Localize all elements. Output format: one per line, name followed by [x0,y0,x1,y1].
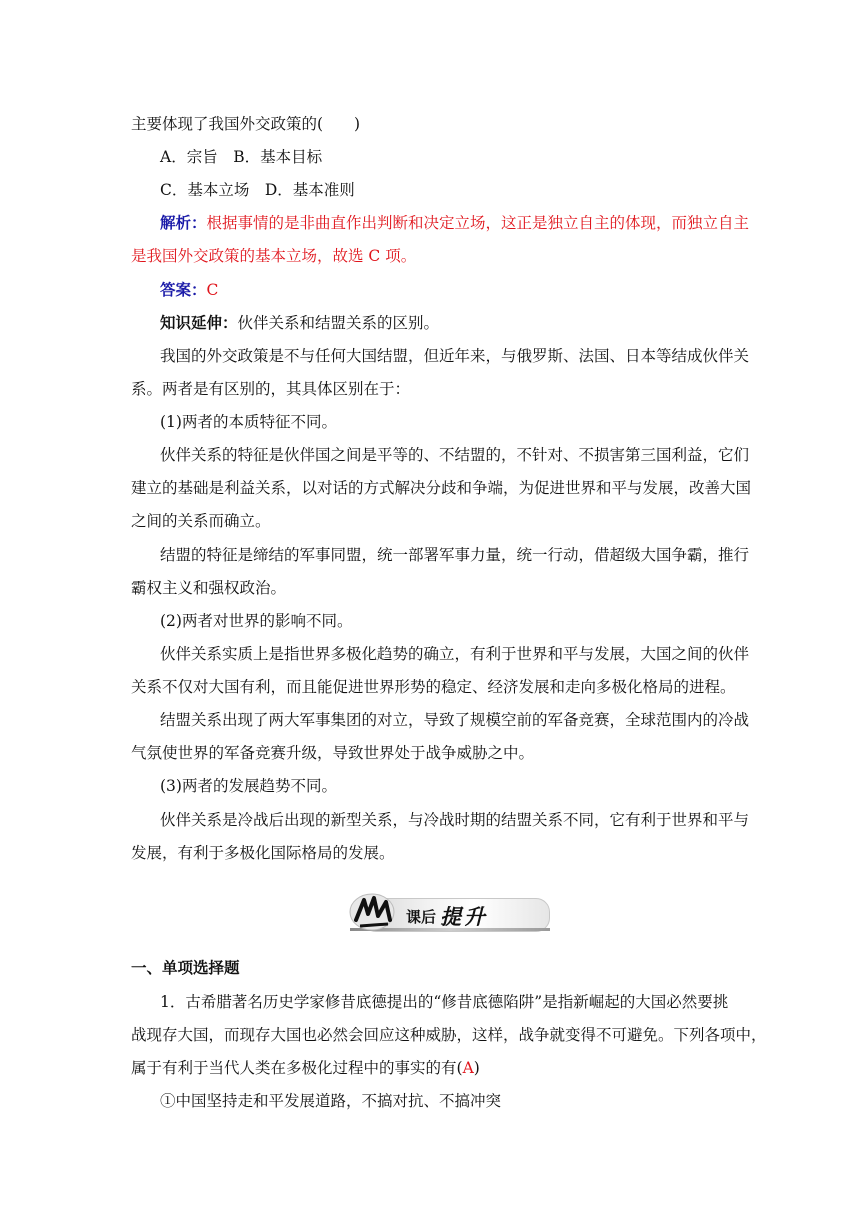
question-1-line: 战现存大国，而现存大国也必然会回应这种威胁，这样，战争就变得不可避免。下列各项中， [131,1026,767,1044]
question-1-option-1: ①中国坚持走和平发展道路，不搞对抗、不搞冲突 [160,1092,502,1110]
answer-label: 答案： [160,280,207,299]
question-stem-tail: 主要体现了我国外交政策的( ) [131,115,361,133]
paragraph-line: 伙伴关系的特征是伙伴国之间是平等的、不结盟的，不针对、不损害第三国利益，它们 [160,446,750,464]
analysis-text: 根据事情的是非曲直作出判断和决定立场，这正是独立自主的体现，而独立自主 [206,214,750,232]
question-1-suffix: ) [473,1059,480,1077]
options-a-b: A．宗旨 B．基本目标 [160,148,323,166]
paragraph-line: 关系不仅对大国有利，而且能促进世界形势的稳定、经济发展和走向多极化格局的进程。 [131,678,736,696]
options-c-d: C．基本立场 D．基本准则 [160,181,355,199]
paragraph-line: 结盟关系出现了两大军事集团的对立，导致了规模空前的军备竞赛，全球范围内的冷战 [160,711,750,729]
paragraph-line: 结盟的特征是缔结的军事同盟，统一部署军事力量，统一行动，借超级大国争霸，推行 [160,546,750,564]
banner-small-text: 课后 [406,908,437,926]
subheading-2: (2)两者对世界的影响不同。 [160,612,353,630]
banner-large-text: 提升 [440,904,488,929]
answer-value: C [206,281,219,299]
question-1-line: 1．古希腊著名历史学家修昔底德提出的“修昔底德陷阱”是指新崛起的大国必然要挑 [160,993,729,1011]
knowledge-extension [160,313,760,333]
knowledge-extension-text: 伙伴关系和结盟关系的区别。 [237,314,440,332]
paragraph-line: 伙伴关系实质上是指世界多极化趋势的确立，有利于世界和平与发展，大国之间的伙伴 [160,645,750,663]
analysis-text-cont: 是我国外交政策的基本立场，故选 C 项。 [131,247,417,265]
subheading-1: (1)两者的本质特征不同。 [160,413,337,431]
paragraph-line: 之间的关系而确立。 [131,512,271,530]
question-1-prefix: 属于有利于当代人类在多极化过程中的事实的有( [131,1059,463,1077]
paragraph-line: 我国的外交政策是不与任何大国结盟，但近年来，与俄罗斯、法国、日本等结成伙伴关 [160,347,750,365]
analysis-label: 解析： [160,213,207,232]
paragraph-line: 伙伴关系是冷战后出现的新型关系，与冷战时期的结盟关系不同，它有利于世界和平与 [160,811,750,829]
knowledge-extension-label: 知识延伸： [160,313,238,332]
after-class-banner [340,888,550,940]
analysis-paragraph [160,213,760,233]
subheading-3: (3)两者的发展趋势不同。 [160,777,337,795]
question-1-answer: A [462,1059,474,1077]
section-heading: 一、单项选择题 [131,958,240,977]
answer-line [160,280,760,300]
paragraph-line: 霸权主义和强权政治。 [131,579,287,597]
paragraph-line: 气氛使世界的军备竞赛升级，导致世界处于战争威胁之中。 [131,744,535,762]
question-1-line-3 [131,1058,731,1078]
paragraph-line: 发展，有利于多极化国际格局的发展。 [131,844,395,862]
calligraphy-emblem-icon [348,890,398,934]
paragraph-line: 系。两者是有区别的，其具体区别在于： [131,380,411,398]
paragraph-line: 建立的基础是利益关系，以对话的方式解决分歧和争端，为促进世界和平与发展，改善大国 [131,479,752,497]
